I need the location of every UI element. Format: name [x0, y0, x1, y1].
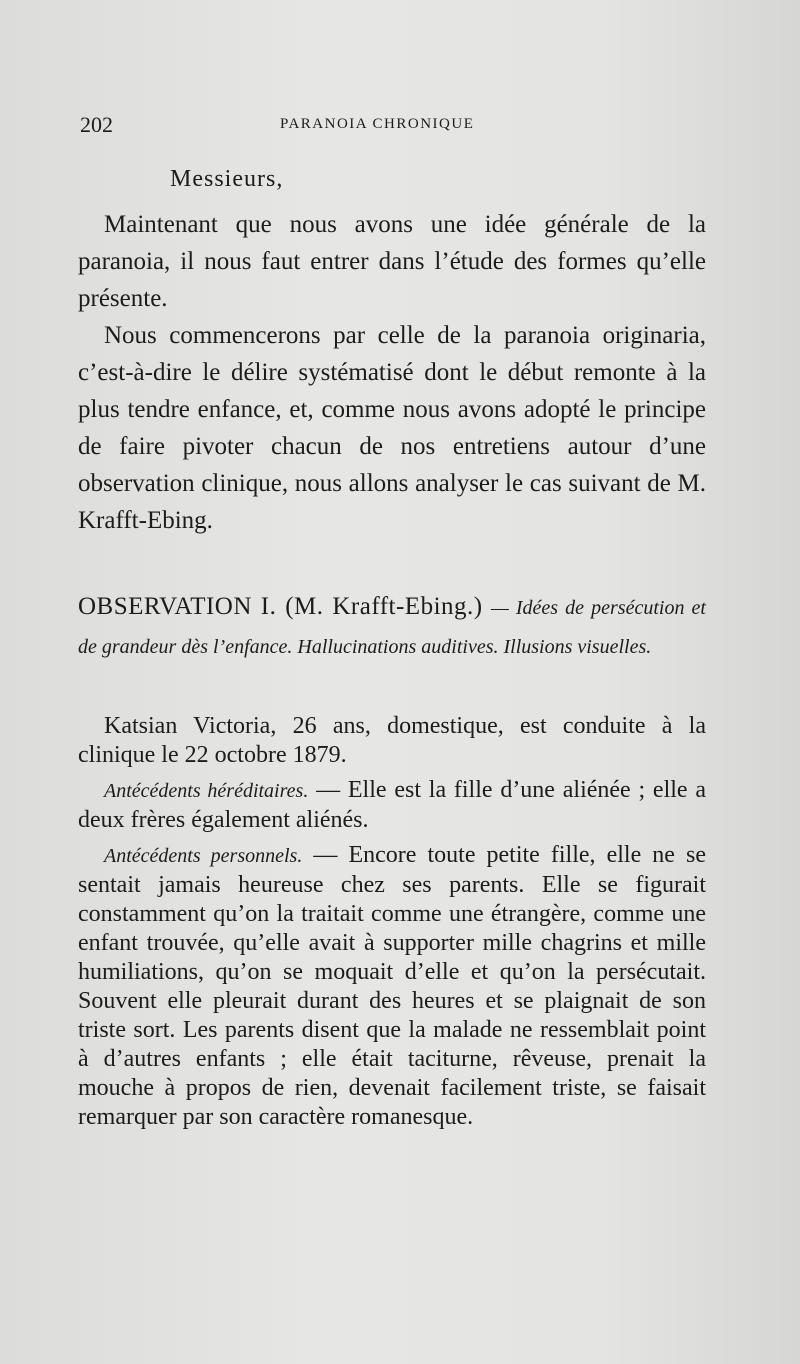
- running-title: PARANOIA CHRONIQUE: [280, 116, 475, 132]
- case-text: [78, 712, 706, 1138]
- personal-text: — Encore toute petite fille, elle ne se sentait jamais heureuse chez ses parents. Elle se figurait constamment qu’on la traitait comme une étrangère, comme une enfant trouvée, qu’elle avait à supporter mille chagrins et mille humiliations, qu’on se moquait d’elle et qu’on la persécutait. Souvent elle pleurait durant des heures et se plaignait de son triste sort. Les parents disent que la malade ne ressemblait point à d’autres enfants ; elle était taciturne, rêveuse, prenait la mouche à propos de rien, devenait facilement triste, se faisait remarquer par son caractère romanesque.: [78, 842, 707, 1130]
- page-number: 202: [80, 112, 113, 137]
- case-hereditary: [78, 776, 706, 835]
- running-head: [80, 112, 700, 142]
- salutation: Messieurs,: [170, 166, 284, 192]
- hereditary-label: Antécédents héréditaires.: [104, 780, 309, 802]
- hereditary-text: — Elle est la fille d’une aliénée ; elle a deux frères également aliénés.: [78, 777, 707, 833]
- intro-text: [78, 206, 706, 539]
- observation-subtitle: — Idées de persécution et de grandeur dès l’enfance. Hallucinations auditives. Illusions visuelles.: [78, 597, 706, 658]
- observation-heading: OBSERVATION I. (M. Krafft-Ebing.): [78, 593, 483, 620]
- intro-paragraph-1: Maintenant que nous avons une idée générale de la paranoia, il nous faut entrer dans l’étude des formes qu’elle présente.: [78, 211, 706, 312]
- observation-heading-block: [78, 588, 706, 666]
- personal-label: Antécédents personnels.: [104, 845, 303, 867]
- case-personal: [78, 841, 706, 1132]
- case-intro: Katsian Victoria, 26 ans, domestique, est conduite à la clinique le 22 octobre 1879.: [78, 713, 706, 768]
- intro-paragraph-2: Nous commencerons par celle de la paranoia originaria, c’est-à-dire le délire systématisé dont le début remonte à la plus tendre enfance, et, comme nous avons adopté le principe de faire pivoter chacun de nos entretiens autour d’une observation clinique, nous allons analyser le cas suivant de M. Krafft-Ebing.: [78, 322, 706, 534]
